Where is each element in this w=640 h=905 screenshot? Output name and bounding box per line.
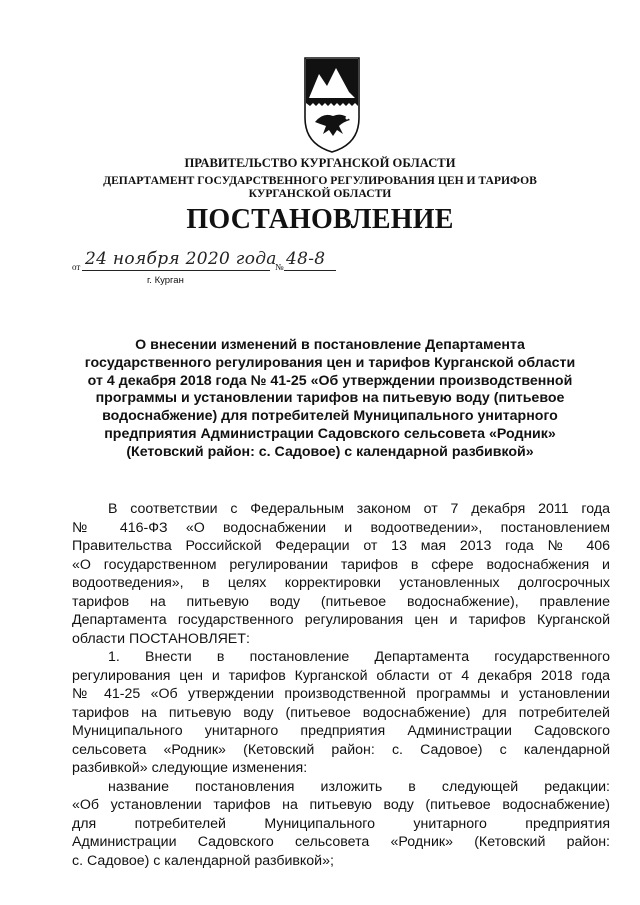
subject-line: программы и установлении тарифов на питьевую воду (питьевое bbox=[95, 390, 565, 407]
paragraph-line: «О государственном регулировании тарифов в сфере водоснабжения и bbox=[72, 556, 610, 573]
body-paragraph bbox=[72, 500, 610, 648]
subject-line: (Кетовский район: с. Садовое) с календарной разбивкой» bbox=[126, 443, 534, 460]
body-paragraph bbox=[72, 778, 610, 871]
subject-line: предприятия Администрации Садовского сельсовета «Родник» bbox=[104, 425, 556, 442]
number-sign-label: № bbox=[275, 262, 284, 272]
paragraph-line: для потребителей Муниципального унитарного предприятия bbox=[72, 815, 610, 832]
paragraph-line: водоотведения», в целях корректировки установленных долгосрочных bbox=[72, 575, 610, 591]
department-name-line1: ДЕПАРТАМЕНТ ГОСУДАРСТВЕННОГО РЕГУЛИРОВАНИЯ ЦЕН И ТАРИФОВ bbox=[103, 174, 537, 187]
paragraph-line: № 41-25 «Об утверждении производственной программы и установлении bbox=[72, 686, 610, 702]
resolution-subject bbox=[70, 337, 590, 462]
handwritten-date: 24 ноября 2020 года bbox=[85, 249, 277, 269]
paragraph-line: Правительства Российской Федерации от 13 мая 2013 года № 406 bbox=[72, 538, 610, 554]
body-paragraph bbox=[72, 648, 610, 778]
date-underline bbox=[82, 270, 270, 271]
paragraph-line: разбивкой» следующие изменения: bbox=[72, 760, 308, 776]
government-name: ПРАВИТЕЛЬСТВО КУРГАНСКОЙ ОБЛАСТИ bbox=[184, 156, 456, 170]
paragraph-line: области ПОСТАНОВЛЯЕТ: bbox=[72, 630, 250, 647]
number-underline bbox=[284, 270, 336, 271]
paragraph-line: № 416-ФЗ «О водоснабжении и водоотведении», постановлением bbox=[72, 519, 610, 536]
resolution-body bbox=[72, 500, 610, 870]
coat-of-arms-icon bbox=[303, 56, 361, 154]
department-name-line2: КУРГАНСКОЙ ОБЛАСТИ bbox=[248, 187, 392, 200]
paragraph-line: регулирования цен и тарифов Курганской области от 4 декабря 2018 года bbox=[72, 667, 610, 684]
paragraph-line: тарифов на питьевую воду (питьевое водоснабжение) для потребителей bbox=[72, 704, 610, 721]
paragraph-line: В соответствии с Федеральным законом от 7 декабря 2011 года bbox=[108, 501, 610, 517]
paragraph-line: сельсовета «Родник» (Кетовский район: с. Садовое) с календарной bbox=[72, 741, 610, 758]
paragraph-line: Администрации Садовского сельсовета «Родник» (Кетовский район: bbox=[72, 834, 610, 850]
paragraph-line: тарифов на питьевую воду (питьевое водоснабжение), правление bbox=[72, 593, 610, 610]
subject-line: водоснабжение) для потребителей Муниципального унитарного bbox=[102, 408, 558, 425]
city-label: г. Курган bbox=[147, 275, 184, 286]
date-prefix-label: от bbox=[72, 262, 81, 272]
paragraph-line: название постановления изложить в следующей редакции: bbox=[108, 778, 610, 795]
paragraph-line: Департамента государственного регулирования цен и тарифов Курганской bbox=[72, 612, 610, 628]
subject-line: от 4 декабря 2018 года № 41-25 «Об утверждении производственной bbox=[87, 372, 573, 389]
subject-line: государственного регулирования цен и тарифов Курганской области bbox=[84, 354, 576, 371]
paragraph-line: Муниципального унитарного предприятия Администрации Садовского bbox=[72, 723, 610, 739]
handwritten-number: 48-8 bbox=[286, 249, 326, 269]
paragraph-line: «Об установлении тарифов на питьевую воду (питьевое водоснабжение) bbox=[72, 797, 610, 813]
document-type-title: ПОСТАНОВЛЕНИЕ bbox=[186, 204, 454, 235]
paragraph-line: с. Садовое) с календарной разбивкой»; bbox=[72, 852, 334, 869]
paragraph-line: 1. Внести в постановление Департамента государственного bbox=[108, 649, 610, 665]
subject-line: О внесении изменений в постановление Департамента bbox=[135, 337, 525, 353]
